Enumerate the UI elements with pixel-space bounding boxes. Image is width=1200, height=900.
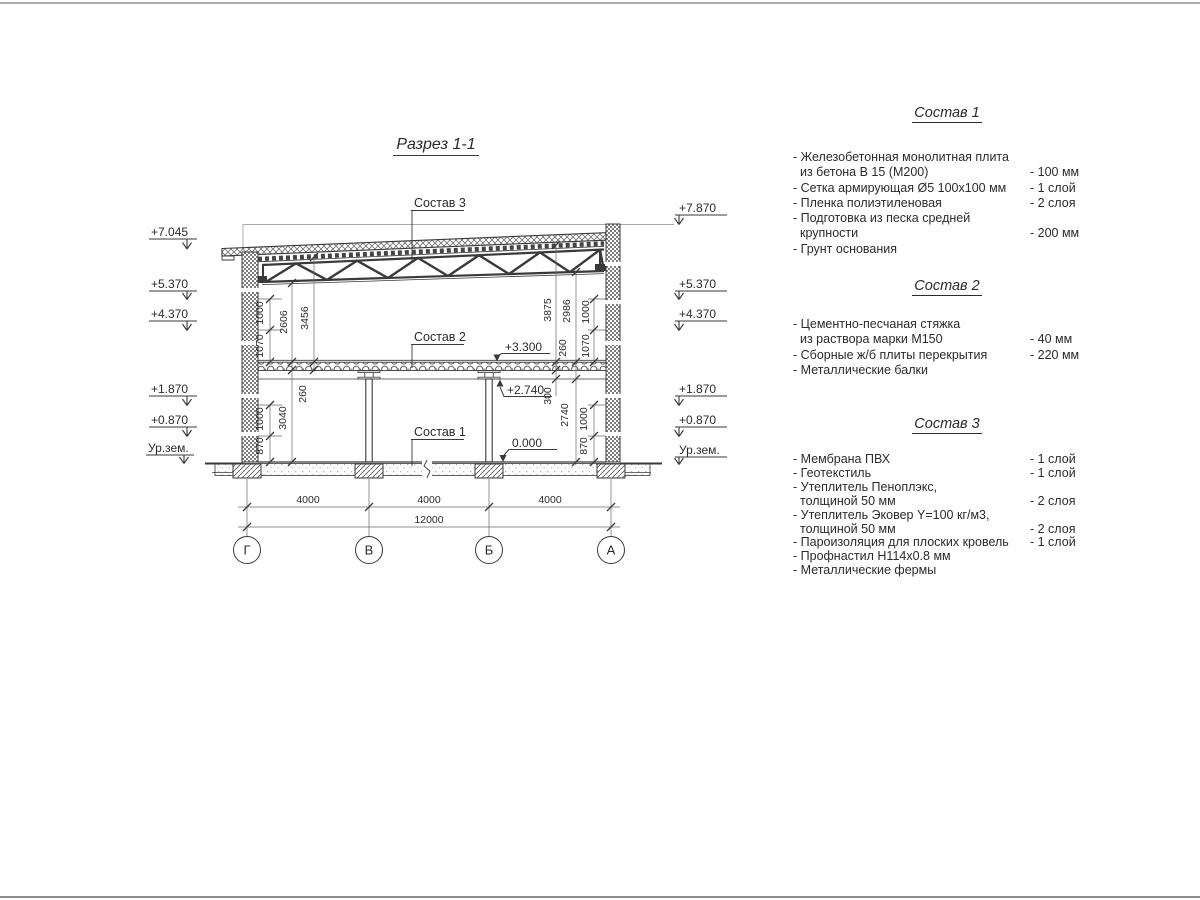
spec-value: - 1 слой <box>1030 452 1076 466</box>
spec-name: - Грунт основания <box>793 241 898 256</box>
spec-name: - Пароизоляция для плоских кровель <box>793 535 1009 550</box>
elev-mark <box>146 441 194 464</box>
dim-4000-2: 4000 <box>417 494 441 506</box>
columns <box>358 371 500 462</box>
spec-name: - Цементно-песчаная стяжка <box>793 317 961 331</box>
spec-value <box>1030 363 1106 378</box>
spec-row <box>788 550 1106 564</box>
spec-row <box>788 332 1106 347</box>
axis-v: В <box>364 542 374 558</box>
dim-4000-3: 4000 <box>538 494 562 506</box>
label-sostav2-text: Состав 2 <box>414 330 466 344</box>
dim-1070-right: 1070 <box>580 334 592 358</box>
dim-2740: 2740 <box>559 403 571 427</box>
elev-0870-left-label: +0.870 <box>151 413 189 427</box>
elev-mark <box>675 277 728 300</box>
mark-0000-label: 0.000 <box>512 436 543 450</box>
spec-value <box>1030 211 1106 226</box>
spec-value <box>1030 564 1106 578</box>
spec-name: - Утеплитель Пеноплэкс, <box>793 479 938 494</box>
dim-12000: 12000 <box>414 514 444 526</box>
axis-a: А <box>606 542 616 558</box>
elev-7870-label: +7.870 <box>679 201 717 215</box>
composition-1-header <box>788 106 1106 124</box>
composition-3 <box>788 417 1106 578</box>
beam-profile-left <box>358 371 380 379</box>
spec-value: - 1 слой <box>1030 180 1076 195</box>
composition-2-header <box>788 279 1106 297</box>
spec-row <box>788 242 1106 257</box>
roof-eave-detail <box>222 256 234 260</box>
drawing-title <box>393 136 479 156</box>
elev-mark <box>149 225 197 249</box>
elev-mark <box>675 382 728 406</box>
spec-row <box>788 196 1106 211</box>
spec-row <box>788 467 1106 481</box>
bottom-dimensions <box>234 479 625 564</box>
spec-name: - Мембрана ПВХ <box>793 452 891 466</box>
elevation-marks-right <box>675 201 728 465</box>
mark-3300 <box>494 340 551 362</box>
composition-3-header <box>788 417 1106 435</box>
label-sostav1 <box>411 425 466 466</box>
drawing-title-text: Разрез 1-1 <box>396 136 476 153</box>
composition-2-title: Состав 2 <box>914 278 980 294</box>
dim-260-right: 260 <box>557 339 569 357</box>
elevation-marks-left <box>146 225 197 464</box>
dim-3875: 3875 <box>542 298 554 322</box>
composition-3-title: Состав 3 <box>914 416 980 432</box>
dim-1000-left-low: 1000 <box>254 407 266 431</box>
spec-name: из раствора марки М150 <box>800 332 943 347</box>
elev-7045-label: +7.045 <box>151 225 189 239</box>
spec-name: - Железобетонная монолитная плита <box>793 150 1009 164</box>
spec-row <box>788 523 1106 537</box>
spec-value: - 100 мм <box>1030 165 1080 180</box>
spec-value: - 40 мм <box>1030 332 1073 347</box>
composition-2-rows <box>788 317 1106 378</box>
elev-mark <box>149 277 197 300</box>
elev-4370-right-label: +4.370 <box>679 307 717 321</box>
composition-2 <box>788 279 1106 378</box>
spec-value <box>1030 481 1106 495</box>
floor-slab <box>258 360 606 379</box>
dim-300: 300 <box>542 387 554 405</box>
spec-row <box>788 348 1106 363</box>
axis-b: Б <box>484 542 494 558</box>
spec-name: - Сетка армирующая Ø5 100х100 мм <box>793 180 1007 195</box>
layer-labels <box>411 196 466 466</box>
spec-name: - Подготовка из песка средней <box>793 211 971 226</box>
elev-mark <box>675 443 728 465</box>
spec-name: толщиной 50 мм <box>800 493 896 508</box>
ground-slab <box>215 464 650 476</box>
spec-row <box>788 564 1106 578</box>
spec-value <box>1030 317 1106 332</box>
dim-2986: 2986 <box>561 299 573 323</box>
elev-mark <box>149 307 197 331</box>
spec-row <box>788 363 1106 378</box>
dim-870-right: 870 <box>578 437 590 455</box>
spec-value: - 1 слой <box>1030 465 1076 480</box>
beam-profile-right <box>478 371 500 379</box>
elev-0870-right-label: +0.870 <box>679 413 717 427</box>
spec-name: - Профнастил Н114х0.8 мм <box>793 549 951 564</box>
axis-bubbles <box>234 537 625 564</box>
dim-3040: 3040 <box>277 406 289 430</box>
label-sostav3-text: Состав 3 <box>414 196 466 210</box>
composition-3-rows <box>788 453 1106 578</box>
spec-row <box>788 453 1106 467</box>
spec-row <box>788 509 1106 523</box>
dim-1000-left-up: 1000 <box>254 301 266 325</box>
dim-labels-right <box>542 298 592 455</box>
mark-2740-label: +2.740 <box>507 383 545 397</box>
dim-4000-1: 4000 <box>296 494 320 506</box>
dim-3456: 3456 <box>299 306 311 330</box>
spec-value: - 1 слой <box>1030 535 1076 550</box>
dim-2606: 2606 <box>278 310 290 334</box>
spec-value: - 2 слоя <box>1030 521 1076 536</box>
spec-name: - Металлические балки <box>793 362 928 377</box>
mark-0000 <box>500 436 558 462</box>
spec-row <box>788 181 1106 196</box>
dim-1000-right-low: 1000 <box>578 407 590 431</box>
elev-mark <box>675 307 728 331</box>
dim-1000-right-up: 1000 <box>580 300 592 324</box>
composition-1-rows <box>788 150 1106 257</box>
elev-5370-right-label: +5.370 <box>679 277 717 291</box>
spec-value <box>1030 150 1106 165</box>
spec-value: - 220 мм <box>1030 347 1080 362</box>
spec-value <box>1030 550 1106 564</box>
spec-row <box>788 481 1106 495</box>
spec-row <box>788 150 1106 165</box>
spec-value <box>1030 509 1106 523</box>
spec-value: - 2 слоя <box>1030 195 1076 210</box>
spec-row <box>788 317 1106 332</box>
spec-row <box>788 495 1106 509</box>
spec-name: - Сборные ж/б плиты перекрытия <box>793 347 988 362</box>
elev-mark <box>149 413 197 437</box>
elev-1870-right-label: +1.870 <box>679 382 717 396</box>
elev-ground-right-label: Ур.зем. <box>679 443 720 457</box>
spec-name: - Утеплитель Эковер Y=100 кг/м3, <box>793 507 990 522</box>
dim-1070-left: 1070 <box>254 334 266 358</box>
dim-labels-left <box>254 301 311 455</box>
composition-1 <box>788 106 1106 257</box>
elev-ground-left-label: Ур.зем. <box>148 441 189 455</box>
spec-name: из бетона В 15 (М200) <box>800 165 929 180</box>
dim-260-left: 260 <box>297 385 309 403</box>
mark-3300-label: +3.300 <box>505 340 543 354</box>
composition-1-title: Состав 1 <box>914 105 980 121</box>
label-sostav1-text: Состав 1 <box>414 425 466 439</box>
spec-row <box>788 536 1106 550</box>
spec-row <box>788 165 1106 180</box>
spec-value: - 200 мм <box>1030 226 1080 241</box>
spec-row <box>788 226 1106 241</box>
elev-mark <box>149 382 197 406</box>
elev-5370-left-label: +5.370 <box>151 277 189 291</box>
spec-row <box>788 211 1106 226</box>
spec-name: - Металлические фермы <box>793 563 937 578</box>
spec-value <box>1030 242 1106 257</box>
elev-mark <box>675 413 728 437</box>
truss-bearing-right <box>595 264 606 271</box>
dim-870-left: 870 <box>254 437 266 455</box>
spec-name: - Геотекстиль <box>793 465 872 480</box>
spec-name: толщиной 50 мм <box>800 521 896 536</box>
axis-g: Г <box>243 542 251 558</box>
column-left <box>366 379 372 462</box>
elev-4370-left-label: +4.370 <box>151 307 189 321</box>
mark-2740 <box>497 380 553 398</box>
column-right <box>486 379 492 462</box>
spec-value: - 2 слоя <box>1030 493 1076 508</box>
spec-name: - Пленка полиэтиленовая <box>793 195 942 210</box>
elev-mark <box>675 201 728 225</box>
spec-name: крупности <box>800 226 859 241</box>
elev-1870-left-label: +1.870 <box>151 382 189 396</box>
truss-bottom-chord-line <box>262 274 604 285</box>
